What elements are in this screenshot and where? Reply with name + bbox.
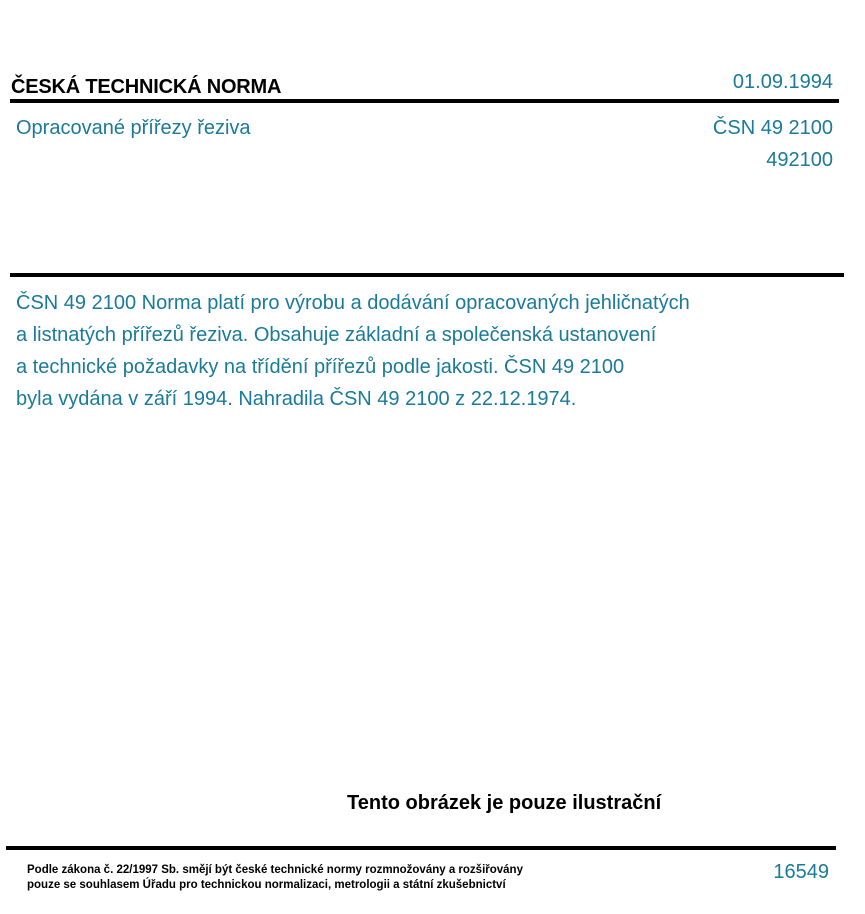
standard-abstract [16,287,776,415]
illustration-notice: Tento obrázek je pouze ilustrační [347,792,662,814]
legal-line: pouze se souhlasem Úřadu pro technickou normalizaci, metrologii a státní zkušebnictví [27,879,506,891]
abstract-line: ČSN 49 2100 Norma platí pro výrobu a dodávání opracovaných jehličnatých [16,292,690,314]
catalog-number: 492100 [766,149,833,171]
abstract-line: a technické požadavky na třídění přířezů podle jakosti. ČSN 49 2100 [16,356,625,378]
header-divider [10,99,839,103]
abstract-line: a listnatých přířezů řeziva. Obsahuje základní a společenská ustanovení [16,324,657,346]
publication-date: 01.09.1994 [732,71,833,93]
abstract-line: byla vydána v září 1994. Nahradila ČSN 49 2100 z 22.12.1974. [16,388,577,410]
standard-code: ČSN 49 2100 [712,117,833,139]
document-header-title: ČESKÁ TECHNICKÁ NORMA [11,76,282,98]
footer-divider [6,846,836,850]
standard-title: Opracované přířezy řeziva [16,117,251,139]
section-divider [10,273,844,277]
document-id: 16549 [773,861,829,883]
legal-notice [27,863,523,893]
legal-line: Podle zákona č. 22/1997 Sb. smějí být české technické normy rozmnožovány a rozšiřovány [27,864,523,876]
